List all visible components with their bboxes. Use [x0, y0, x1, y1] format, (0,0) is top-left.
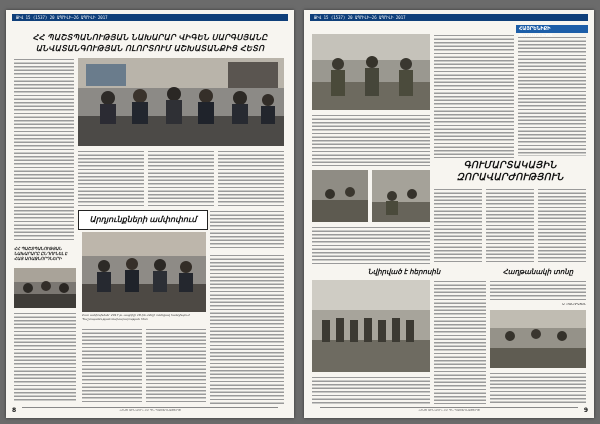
summary-box-title: Արդյունքների ամփոփում — [78, 210, 208, 230]
officials-photo — [82, 232, 206, 312]
right-article-column-7 — [312, 226, 430, 264]
article-column-3 — [148, 150, 214, 206]
soldiers-photo-top — [312, 34, 430, 110]
article-column-2 — [78, 150, 144, 206]
article-column-1 — [14, 58, 74, 242]
right-article-column-1 — [434, 34, 514, 158]
parade-image — [312, 280, 430, 372]
press-conference-photo — [78, 58, 284, 146]
subhead-victory: Հաղթանակի տոնը — [502, 269, 574, 276]
right-article-column-4 — [434, 188, 482, 264]
left-footer: «ՀԱՅ ԶԻՆՎՈՐ» ՀՀ ՊՆ ՊԱՇՏՈՆԱԹԵՐԹ — [22, 407, 278, 413]
right-page — [304, 10, 594, 418]
right-article-column-6 — [538, 188, 586, 264]
parade-photo — [312, 280, 430, 372]
right-headline: ԳՈՒՄԱՐՏԱԿԱՅԻՆ ԶՈՐԱՎԱՐԺՈՒԹՅՈՒՆ — [456, 160, 564, 183]
field-photo-1 — [312, 170, 368, 222]
right-footer: «ՀԱՅ ԶԻՆՎՈՐ» ՀՀ ՊՆ ՊԱՇՏՈՆԱԹԵՐԹ — [320, 407, 578, 413]
article-column-9 — [210, 254, 284, 404]
right-running-head: ԹԻՎ 15 (1537) 20 ԱՊՐԻԼԻ–26 ԱՊՐԻԼԻ 2017 — [310, 14, 588, 21]
right-article-column-5 — [486, 188, 534, 264]
article-column-7 — [82, 328, 142, 404]
article-column-4 — [218, 150, 284, 206]
side-headline: ՀՀ ՊԱՇՏՊԱՆՈՒԹՅԱՆ ՆԱԽԱՐԱՐԸ ԸՆԴՈՒՆԵԼ Է ՀԱՅ ԱՌԱՋՆՈՐԴՆԵՐԻ — [14, 246, 68, 262]
field-image-1 — [312, 170, 368, 222]
right-article-column-11 — [490, 372, 586, 404]
ceremony-image — [490, 310, 586, 368]
right-article-column-10 — [312, 376, 430, 404]
officials-photo-caption: Ըստ ամփոփման՝ 2017 թ. ապրիլի 18-ին տեղի ունեցավ հանդիպում Պաշտպանության նախարարության հետ — [82, 313, 190, 321]
left-running-head: ԹԻՎ 15 (1537) 20 ԱՊՐԻԼԻ–26 ԱՊՐԻԼԻ 2017 — [12, 14, 288, 21]
left-page-number: 8 — [12, 407, 17, 414]
meeting-photo — [14, 268, 76, 308]
field-image-2 — [372, 170, 430, 222]
article-column-5 — [210, 210, 284, 250]
section-tag: ՀԱՅՐԵՆԻՔԻ — [516, 25, 588, 33]
left-headline: ՀՀ ՊԱՇՏՊԱՆՈՒԹՅԱՆ ՆԱԽԱՐԱՐ ՎԻԳԵՆ ՍԱՐԳՍՅԱՆԸ ԱՆՎԱՏԱՆԳՈՒԹՅԱՆ ՈԼՈՐՏՈՒՄ ԱՇԽԱՏԱՆՔԻՑ ՀԵՏՈ — [32, 33, 268, 53]
article-column-8 — [146, 328, 206, 404]
left-page — [6, 10, 294, 418]
article-column-6 — [14, 312, 76, 402]
right-article-column-2 — [518, 36, 586, 156]
right-article-column-8 — [434, 280, 486, 404]
meeting-image — [14, 268, 76, 308]
ceremony-photo — [490, 310, 586, 368]
officials-image — [82, 232, 206, 312]
right-page-number: 9 — [583, 407, 588, 414]
right-article-column-3 — [312, 114, 430, 166]
subhead-hero: Նվիրված է հերոսին — [367, 269, 441, 276]
field-photo-2 — [372, 170, 430, 222]
press-conference-image — [78, 58, 284, 146]
soldiers-image-top — [312, 34, 430, 110]
article-signoff: Ա. ՄԱՆՈՒԿՅԱՆ — [562, 302, 586, 306]
right-article-column-9 — [490, 280, 586, 300]
